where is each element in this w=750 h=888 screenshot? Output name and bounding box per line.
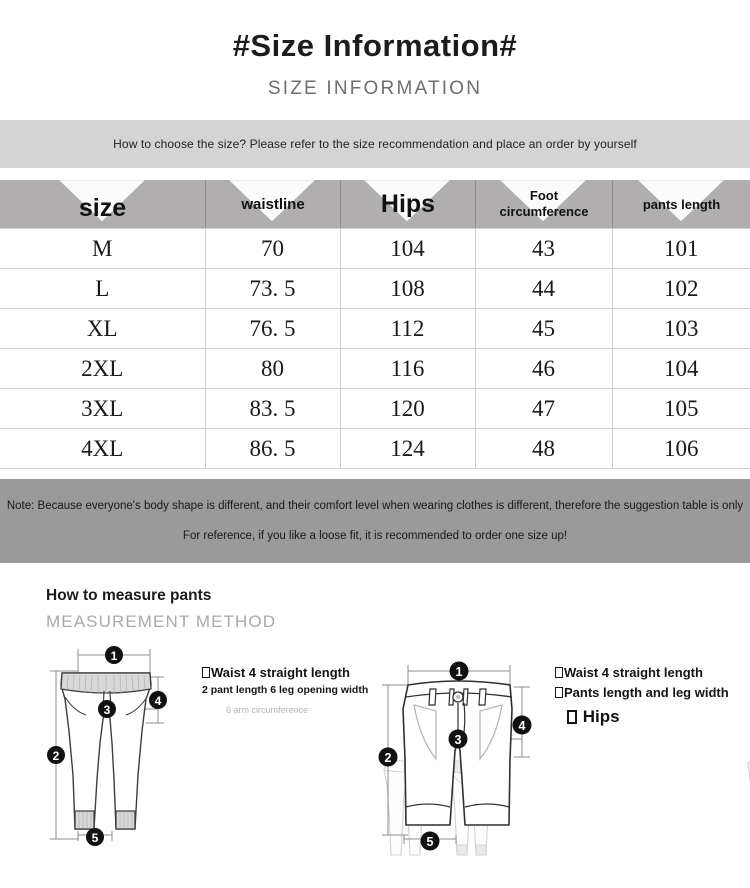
shorts-measure-line-2 [555, 683, 740, 703]
svg-text:4: 4 [154, 694, 162, 708]
column-header-hips [340, 180, 475, 228]
cell-hips: 124 [340, 429, 475, 469]
column-header-foot-circumference [475, 180, 612, 228]
cell-size: L [0, 269, 205, 309]
table-row [0, 309, 750, 349]
shorts-measure-text [555, 663, 740, 731]
cell-foot: 48 [475, 429, 612, 469]
size-table-rows [0, 229, 750, 469]
cell-size: 3XL [0, 389, 205, 429]
diagram-area [0, 639, 750, 867]
column-header-pants-length-label: pants length [642, 196, 721, 212]
missing-glyph-icon [202, 667, 210, 678]
svg-text:3: 3 [103, 703, 111, 717]
cell-hips: 108 [340, 269, 475, 309]
svg-text:2: 2 [384, 751, 392, 765]
svg-text:5: 5 [426, 835, 434, 849]
column-header-size [0, 180, 205, 228]
shorts-measure-line-3-text: Hips [582, 707, 620, 726]
cell-size: 2XL [0, 349, 205, 389]
column-header-foot-line1: Foot [529, 188, 559, 203]
column-header-hips-label: Hips [380, 189, 436, 218]
cell-length: 104 [612, 349, 750, 389]
page-subtitle: SIZE INFORMATION [267, 78, 483, 99]
cell-size: XL [0, 309, 205, 349]
cell-hips: 112 [340, 309, 475, 349]
pants-measure-line-2: 2 pant length 6 leg opening width [202, 684, 369, 696]
cell-size: 4XL [0, 429, 205, 469]
cell-length: 103 [612, 309, 750, 349]
cell-foot: 46 [475, 349, 612, 389]
svg-text:1: 1 [110, 649, 118, 663]
howto-choose-band [0, 120, 750, 168]
title-block [0, 0, 750, 106]
shorts-thumbnails [740, 753, 750, 863]
column-header-foot-line2: circumference [499, 204, 589, 219]
cell-hips: 120 [340, 389, 475, 429]
shorts-measure-line-1-text: Waist 4 straight length [564, 665, 703, 680]
cell-waist: 70 [205, 229, 340, 269]
cell-waist: 76. 5 [205, 309, 340, 349]
cell-waist: 73. 5 [205, 269, 340, 309]
measurement-section [0, 563, 750, 867]
measurement-title: How to measure pants [46, 587, 212, 604]
size-table-body [0, 228, 750, 469]
pants-diagram [34, 639, 194, 867]
note-line-2: For reference, if you like a loose fit, it is recommended to order one size up! [182, 530, 568, 542]
cell-length: 102 [612, 269, 750, 309]
shorts-measure-line-1 [555, 663, 740, 683]
measurement-subtitle: MEASUREMENT METHOD [46, 612, 277, 631]
cell-foot: 45 [475, 309, 612, 349]
size-table-header [0, 180, 750, 228]
pants-measure-line-3: 6 arm circumference [225, 705, 309, 715]
svg-text:2: 2 [52, 749, 60, 763]
shorts-measure-line-2-text: Pants length and leg width [564, 685, 729, 700]
column-header-size-label: size [78, 193, 127, 222]
cell-length: 105 [612, 389, 750, 429]
svg-text:4: 4 [518, 719, 526, 733]
svg-text:1: 1 [455, 665, 463, 679]
shorts-measure-line-3 [567, 703, 740, 731]
cell-foot: 44 [475, 269, 612, 309]
note-band [0, 479, 750, 563]
table-row [0, 389, 750, 429]
cell-waist: 80 [205, 349, 340, 389]
page-title: #Size Information# [232, 28, 518, 63]
column-header-waistline [205, 180, 340, 228]
pants-measure-line-1-text: Waist 4 straight length [211, 665, 350, 680]
table-row [0, 269, 750, 309]
cell-length: 106 [612, 429, 750, 469]
column-header-waistline-label: waistline [241, 195, 305, 213]
shorts-diagram [370, 639, 545, 867]
missing-glyph-icon [555, 687, 563, 698]
pants-measure-text [202, 663, 377, 717]
missing-glyph-icon [567, 710, 577, 724]
size-table [0, 180, 750, 469]
column-header-pants-length [612, 180, 750, 228]
cell-length: 101 [612, 229, 750, 269]
table-row [0, 429, 750, 469]
cell-foot: 47 [475, 389, 612, 429]
missing-glyph-icon [555, 667, 563, 678]
pants-measure-line-1 [202, 663, 377, 682]
cell-waist: 83. 5 [205, 389, 340, 429]
table-row [0, 229, 750, 269]
cell-hips: 116 [340, 349, 475, 389]
note-line-1: Note: Because everyone's body shape is different, and their comfort level when wearing clothes is different, therefore the suggestion table is only [6, 500, 744, 512]
cell-hips: 104 [340, 229, 475, 269]
cell-size: M [0, 229, 205, 269]
svg-text:5: 5 [91, 831, 99, 845]
svg-text:3: 3 [454, 733, 462, 747]
howto-choose-text: How to choose the size? Please refer to the size recommendation and place an order by yourself [113, 137, 637, 151]
cell-waist: 86. 5 [205, 429, 340, 469]
table-row [0, 349, 750, 389]
cell-foot: 43 [475, 229, 612, 269]
